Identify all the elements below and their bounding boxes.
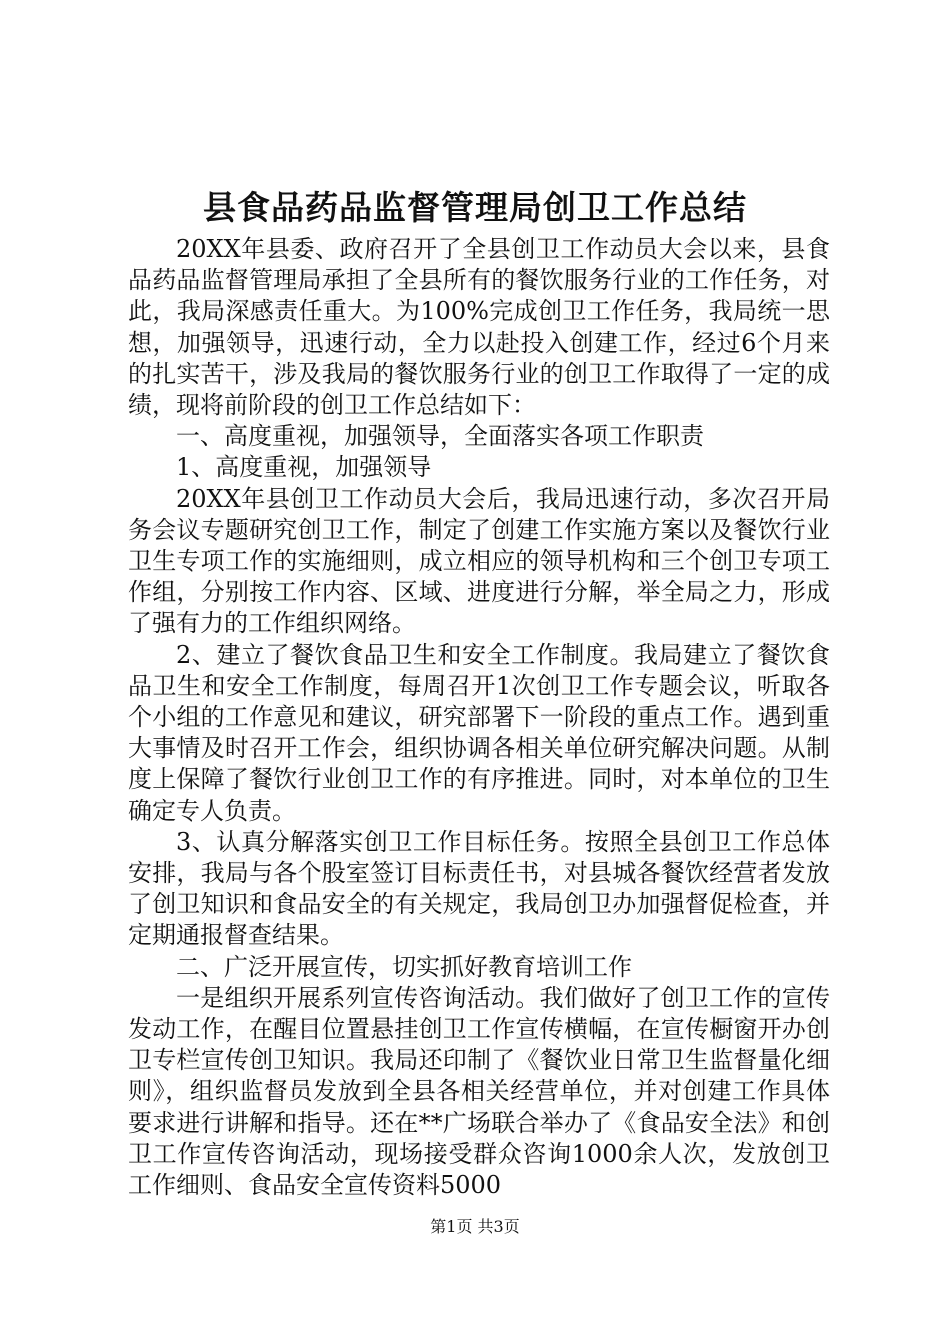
section-heading-2: 二、广泛开展宣传，切实抓好教育培训工作 — [176, 952, 632, 981]
paragraph-2-1: 一是组织开展系列宣传咨询活动。我们做好了创卫工作的宣传发动工作，在醒目位置悬挂创卫工作宣传横幅，在宣传橱窗开办创卫专栏宣传创卫知识。我局还印制了《餐饮业日常卫生监督量化细则》，组织监督员发放到全县各相关经营单位，并对创建工作具体要求进行讲解和指导。还在**广场联合举办了《食品安全法》和创卫工作宣传咨询活动，现场接受群众咨询1000余人次，发放创卫工作细则、食品安全宣传资料5000 — [128, 983, 830, 1200]
document-body — [128, 234, 830, 1201]
paragraph-1-2: 2、建立了餐饮食品卫生和安全工作制度。我局建立了餐饮食品卫生和安全工作制度，每周召开1次创卫工作专题会议，听取各个小组的工作意见和建议，研究部署下一阶段的重点工作。遇到重大事情及时召开工作会，组织协调各相关单位研究解决问题。从制度上保障了餐饮行业创卫工作的有序推进。同时，对本单位的卫生确定专人负责。 — [128, 640, 830, 825]
paragraph-intro: 20XX年县委、政府召开了全县创卫工作动员大会以来，县食品药品监督管理局承担了全县所有的餐饮服务行业的工作任务，对此，我局深感责任重大。为100%完成创卫工作任务，我局统一思想，加强领导，迅速行动，全力以赴投入创建工作，经过6个月来的扎实苦干，涉及我局的餐饮服务行业的创卫工作取得了一定的成绩，现将前阶段的创卫工作总结如下： — [128, 235, 830, 420]
paragraph-1-1: 20XX年县创卫工作动员大会后，我局迅速行动，多次召开局务会议专题研究创卫工作，制定了创建工作实施方案以及餐饮行业卫生专项工作的实施细则，成立相应的领导机构和三个创卫专项工作组，分别按工作内容、区域、进度进行分解，举全局之力，形成了强有力的工作组织网络。 — [128, 484, 830, 638]
subsection-heading-1-1: 1、高度重视，加强领导 — [176, 453, 432, 482]
section-heading-1: 一、高度重视，加强领导，全面落实各项工作职责 — [176, 422, 704, 451]
page-footer: 第1页 共3页 — [430, 1217, 520, 1236]
paragraph-1-3: 3、认真分解落实创卫工作目标任务。按照全县创卫工作总体安排，我局与各个股室签订目标责任书，对县城各餐饮经营者发放了创卫知识和食品安全的有关规定，我局创卫办加强督促检查，并定期通报督查结果。 — [128, 827, 830, 950]
document-title: 县食品药品监督管理局创卫工作总结 — [203, 188, 747, 227]
